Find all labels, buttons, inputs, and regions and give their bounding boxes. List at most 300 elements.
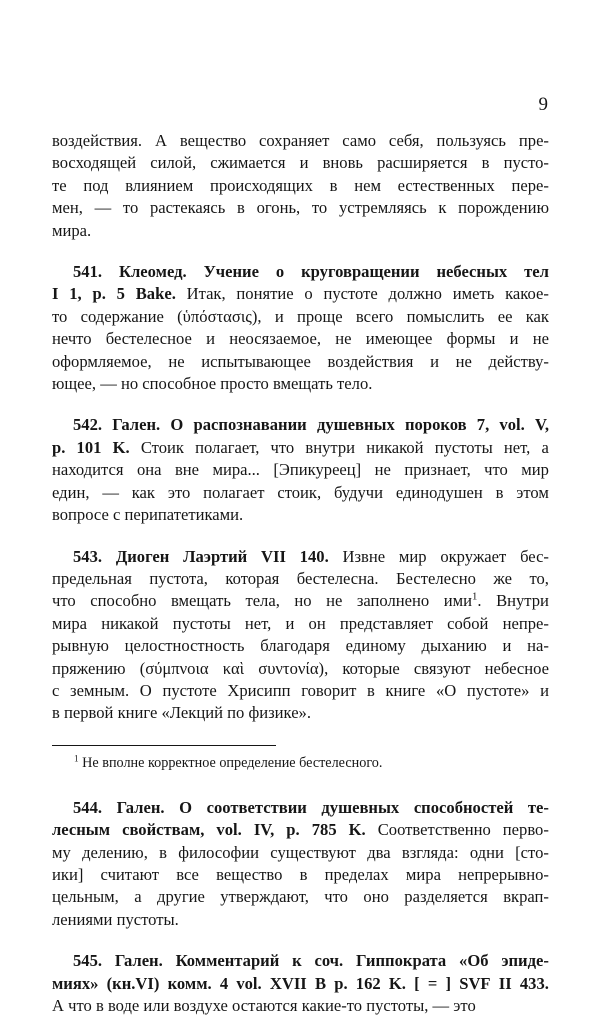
word: понятие: [236, 284, 294, 304]
word-group: [402, 842, 459, 864]
word-group: [436, 261, 507, 283]
word: силой,: [150, 153, 197, 173]
word: 544.: [73, 797, 103, 817]
word: само: [342, 131, 376, 150]
word: Гален.: [114, 951, 163, 971]
word: имеющее: [365, 329, 433, 349]
word: пряжению: [52, 658, 126, 678]
text-line: [52, 613, 549, 635]
word-group: [245, 590, 279, 612]
word: [сто-: [515, 842, 549, 862]
word-group: [357, 590, 429, 612]
word: пусто-: [503, 153, 549, 173]
word: ее: [497, 306, 513, 326]
word-group: [206, 328, 215, 350]
word-group: [414, 797, 513, 819]
word-group: [216, 819, 241, 841]
word-group: [95, 197, 112, 219]
word: эпиде-: [501, 951, 549, 971]
word-group: [428, 973, 437, 995]
page-body: [52, 130, 549, 1017]
word-group: [52, 613, 87, 635]
word-group: [90, 590, 156, 612]
word: мир: [521, 460, 549, 480]
word: сжимается: [210, 153, 286, 173]
word: на-: [527, 636, 549, 656]
word: небесных: [436, 262, 508, 282]
word: нет,: [244, 613, 272, 633]
word-group: [270, 842, 356, 864]
word: воздействия.: [52, 131, 143, 150]
word-group: [258, 658, 328, 680]
word: должно: [388, 284, 442, 304]
word: не: [374, 460, 391, 480]
word-group: [458, 864, 549, 886]
word: всего: [355, 306, 394, 326]
word-group: [533, 328, 549, 350]
word: восходящей: [52, 153, 137, 173]
word: συντονία),: [258, 658, 329, 678]
word-group: [520, 546, 549, 568]
word-group: [510, 328, 519, 350]
word-group: [447, 328, 496, 350]
word-group: [195, 437, 259, 459]
word-group: [535, 414, 549, 436]
word: благодаря: [260, 636, 330, 656]
word-group: [52, 351, 152, 373]
word: мира: [52, 613, 88, 633]
word: (кн.VI): [106, 973, 160, 993]
word-group: [220, 886, 309, 908]
word: Бестелесно: [396, 568, 476, 588]
word: p.: [286, 820, 300, 840]
word-group: [52, 886, 119, 908]
word-group: [122, 819, 204, 841]
word-group: [459, 950, 489, 972]
word: с: [52, 680, 60, 700]
word-group: [305, 437, 355, 459]
text-line: [52, 437, 549, 459]
word: как: [525, 306, 549, 326]
word-group: [325, 864, 389, 886]
word: что: [270, 437, 295, 457]
word: SVF: [459, 973, 491, 993]
word-group: [52, 635, 109, 657]
word-group: [102, 482, 119, 504]
word-group: [375, 459, 391, 481]
word-group: [312, 197, 327, 219]
word-group: [52, 306, 67, 328]
word-group: [367, 680, 375, 702]
word-group: [317, 414, 395, 436]
word: предельная: [52, 568, 132, 588]
word: —: [94, 198, 112, 218]
word-group: [115, 950, 163, 972]
word: Извне: [342, 546, 386, 566]
word: то: [52, 306, 68, 326]
word-group: [117, 283, 125, 305]
word-group: [499, 414, 524, 436]
word-group: [101, 613, 158, 635]
word-group: [52, 459, 124, 481]
word: вне: [174, 460, 200, 480]
word-group: [271, 437, 295, 459]
word-group: [275, 306, 284, 328]
word-group: [259, 130, 329, 152]
word: не: [532, 329, 549, 349]
word: а: [134, 887, 142, 907]
text-line: [52, 220, 549, 242]
word-group: [52, 590, 76, 612]
word-group: [485, 658, 549, 680]
word: 543.: [73, 546, 103, 566]
paragraphs-after-footnote: [52, 797, 549, 1017]
word: пустоте: [162, 680, 217, 700]
word: K.: [388, 973, 406, 993]
word-group: [106, 328, 192, 350]
word: что: [52, 591, 76, 611]
text-line: [52, 950, 549, 972]
word: в: [367, 680, 375, 700]
word-group: [177, 306, 261, 328]
word-group: [366, 328, 433, 350]
word-group: [52, 437, 65, 459]
word: p.: [334, 973, 348, 993]
word-group: [220, 973, 228, 995]
word: помыслить: [406, 306, 485, 326]
word-group: [168, 973, 212, 995]
word: (σύμπνοια: [139, 658, 209, 678]
word: окружает: [440, 546, 507, 566]
word: p.: [52, 437, 66, 457]
word-group: [73, 797, 102, 819]
word-group: [207, 797, 307, 819]
word: цельным,: [52, 887, 119, 907]
word: Соответственно: [377, 820, 491, 840]
word: Стоик: [140, 437, 184, 457]
word: Клеомед.: [118, 262, 187, 282]
word-group: [286, 819, 299, 841]
word-group: [422, 635, 487, 657]
word-group: [210, 175, 313, 197]
word: находится: [52, 460, 124, 480]
word-group: [176, 864, 199, 886]
word: и: [206, 329, 216, 349]
word: вмещать: [170, 591, 231, 611]
word: в: [237, 198, 245, 218]
word-group: [150, 152, 196, 174]
word-group: [150, 197, 225, 219]
word: к: [438, 198, 447, 218]
word: Хрисипп: [227, 680, 291, 700]
word: душевных: [321, 797, 400, 817]
word-group: [261, 546, 286, 568]
text-line: [52, 197, 549, 219]
word: разделяется: [404, 887, 488, 907]
word: свойствам,: [122, 820, 205, 840]
word: он: [308, 613, 326, 633]
word-group: [521, 459, 549, 481]
word: XVII: [269, 973, 307, 993]
word: vol.: [236, 973, 262, 993]
word-group: [396, 482, 483, 504]
word: пороков: [404, 415, 467, 435]
word-group: [503, 819, 549, 841]
word: формы: [446, 329, 496, 349]
word: полагает,: [195, 437, 260, 457]
word-group: [389, 283, 442, 305]
word: те: [52, 175, 67, 195]
word-group: [309, 613, 326, 635]
text-run: мира.: [52, 220, 92, 240]
word-group: [354, 175, 381, 197]
footnote-marker: 1: [74, 753, 79, 764]
word: пере-: [511, 175, 549, 195]
word-group: [254, 819, 274, 841]
word-group: [407, 306, 485, 328]
word: V,: [534, 415, 549, 435]
word-group: [396, 568, 476, 590]
word-group: [162, 680, 216, 702]
word-group: [528, 797, 549, 819]
word-group: [273, 459, 361, 481]
word-group: [204, 261, 259, 283]
word: II: [498, 973, 512, 993]
word-group: [52, 482, 90, 504]
word-group: [300, 864, 308, 886]
word: vol.: [499, 415, 525, 435]
word-group: [447, 613, 488, 635]
word-group: [52, 658, 126, 680]
word-group: [116, 546, 170, 568]
word: книге: [385, 680, 426, 700]
word-group: [520, 973, 549, 995]
word-group: [236, 283, 293, 305]
paragraph-544: [52, 797, 549, 931]
word-group: [496, 482, 504, 504]
word: мира: [405, 864, 441, 884]
text-line: [52, 842, 549, 864]
word-group: [342, 658, 399, 680]
word: оформляемое,: [52, 351, 152, 371]
word: 140.: [299, 546, 329, 566]
word: как: [131, 482, 155, 502]
word: тела,: [245, 591, 280, 611]
word-group: [216, 864, 282, 886]
word: действу-: [488, 351, 549, 371]
text-line: [52, 797, 549, 819]
word: непре-: [502, 613, 549, 633]
word: (ὑπόστασις),: [177, 306, 262, 326]
text-line: [52, 864, 549, 886]
word-group: [511, 175, 548, 197]
word-group: [170, 414, 183, 436]
word: и: [274, 306, 284, 326]
text-run: лениями пустоты.: [52, 909, 179, 929]
word-group: [529, 568, 548, 590]
word-group: [437, 130, 506, 152]
word-group: [112, 414, 160, 436]
word: пустота,: [149, 568, 208, 588]
word-group: [501, 950, 549, 972]
word: καὶ: [222, 658, 245, 678]
word-group: [136, 283, 176, 305]
word-group: [52, 568, 132, 590]
word-group: [117, 797, 165, 819]
word: пустоте: [323, 284, 378, 304]
text-line: [52, 261, 549, 283]
word-group: [52, 152, 136, 174]
word-group: [300, 546, 329, 568]
word: пустоты: [434, 437, 493, 457]
word-group: [399, 546, 427, 568]
word-group: [459, 973, 490, 995]
word: сохраняет: [259, 131, 330, 150]
word-group: [194, 414, 307, 436]
word: и: [509, 329, 519, 349]
word: не: [168, 351, 185, 371]
word-group: [482, 152, 490, 174]
word: О: [170, 415, 184, 435]
word-group: [245, 613, 271, 635]
word-group: [276, 261, 284, 283]
text-line: [52, 590, 549, 612]
word: огонь,: [256, 198, 301, 218]
word: проще: [297, 306, 343, 326]
text-line: [52, 546, 549, 568]
word-group: [137, 459, 162, 481]
word-group: [519, 130, 549, 152]
word-group: [458, 197, 549, 219]
text-line: [52, 283, 549, 305]
word-group: [171, 590, 231, 612]
word-group: [237, 197, 245, 219]
word: Гален.: [116, 797, 165, 817]
word-group: [236, 973, 261, 995]
word-group: [503, 886, 549, 908]
word: в: [329, 175, 338, 195]
word: ими: [443, 591, 472, 611]
word-group: [176, 950, 280, 972]
word: вкрап-: [503, 887, 549, 907]
word-group: [435, 437, 493, 459]
word-group: [363, 886, 388, 908]
word-group: [516, 482, 549, 504]
word: =: [427, 973, 438, 993]
word: Лаэртий: [183, 546, 248, 566]
text-line: [52, 328, 549, 350]
word: которые: [342, 658, 400, 678]
word-group: [414, 973, 420, 995]
word: рывную: [52, 636, 109, 656]
text-run: вопросе с перипатетиками.: [52, 505, 244, 525]
text-line: [52, 819, 549, 841]
word-group: [330, 175, 338, 197]
word: Внутри: [496, 591, 549, 611]
word-group: [326, 590, 342, 612]
word-group: [515, 842, 549, 864]
word-group: [52, 283, 58, 305]
word: О: [179, 797, 193, 817]
word: Гален.: [112, 415, 161, 435]
text-line: [52, 504, 549, 526]
word-group: [386, 680, 426, 702]
word-group: [349, 819, 366, 841]
word: полагает: [203, 482, 265, 502]
word: B: [314, 973, 327, 993]
word: вещество: [179, 131, 247, 150]
word-group: [180, 130, 246, 152]
word: соч.: [314, 951, 344, 971]
word: никакой: [101, 613, 159, 633]
text-run: ющее, — но способное просто вмещать тело.: [52, 374, 373, 394]
word-group: [125, 175, 193, 197]
word-group: [414, 658, 471, 680]
word-group: [173, 613, 231, 635]
word: Гиппократа: [356, 951, 447, 971]
word-group: [52, 130, 142, 152]
word-group: [398, 175, 495, 197]
word-group: [223, 658, 244, 680]
word: иметь: [452, 284, 495, 304]
word-group: [444, 590, 482, 612]
word-group: [356, 950, 446, 972]
word: 542.: [73, 415, 103, 435]
word-group: [438, 197, 446, 219]
word: мир: [398, 546, 427, 566]
word: лесным: [52, 820, 111, 840]
word: признает,: [404, 460, 471, 480]
text-line: [52, 568, 549, 590]
word-group: [467, 680, 530, 702]
text-line: [52, 973, 549, 995]
word: ики]: [52, 864, 84, 884]
word: [Эпикуреец]: [273, 460, 362, 480]
word-group: [489, 351, 549, 373]
word-group: [453, 283, 495, 305]
word-group: [470, 842, 504, 864]
word-group: [339, 197, 427, 219]
word: то,: [529, 568, 549, 588]
word: неосязаемое,: [229, 329, 322, 349]
word: взгляда:: [401, 842, 459, 862]
word-group: [159, 842, 167, 864]
word-group: [484, 459, 508, 481]
word: K.: [112, 437, 130, 457]
word: Итак,: [186, 284, 226, 304]
footnote: [52, 754, 549, 773]
word-group: [504, 152, 549, 174]
word-group: [52, 842, 71, 864]
text-line: [52, 175, 549, 197]
word: VII: [261, 546, 286, 566]
word: вещество: [216, 864, 283, 884]
word-group: [324, 886, 348, 908]
word: Bake.: [135, 284, 176, 304]
word: нем: [354, 175, 381, 195]
word: устремляясь: [338, 198, 427, 218]
word-group: [334, 973, 347, 995]
word-group: [125, 635, 245, 657]
word: все: [176, 864, 199, 884]
word: Учение: [203, 262, 259, 282]
word: 162: [355, 973, 381, 993]
word: 5: [116, 284, 125, 304]
word: [: [414, 973, 420, 993]
word: будучи: [333, 482, 383, 502]
word: vol.: [216, 820, 242, 840]
word: Диоген: [115, 546, 170, 566]
